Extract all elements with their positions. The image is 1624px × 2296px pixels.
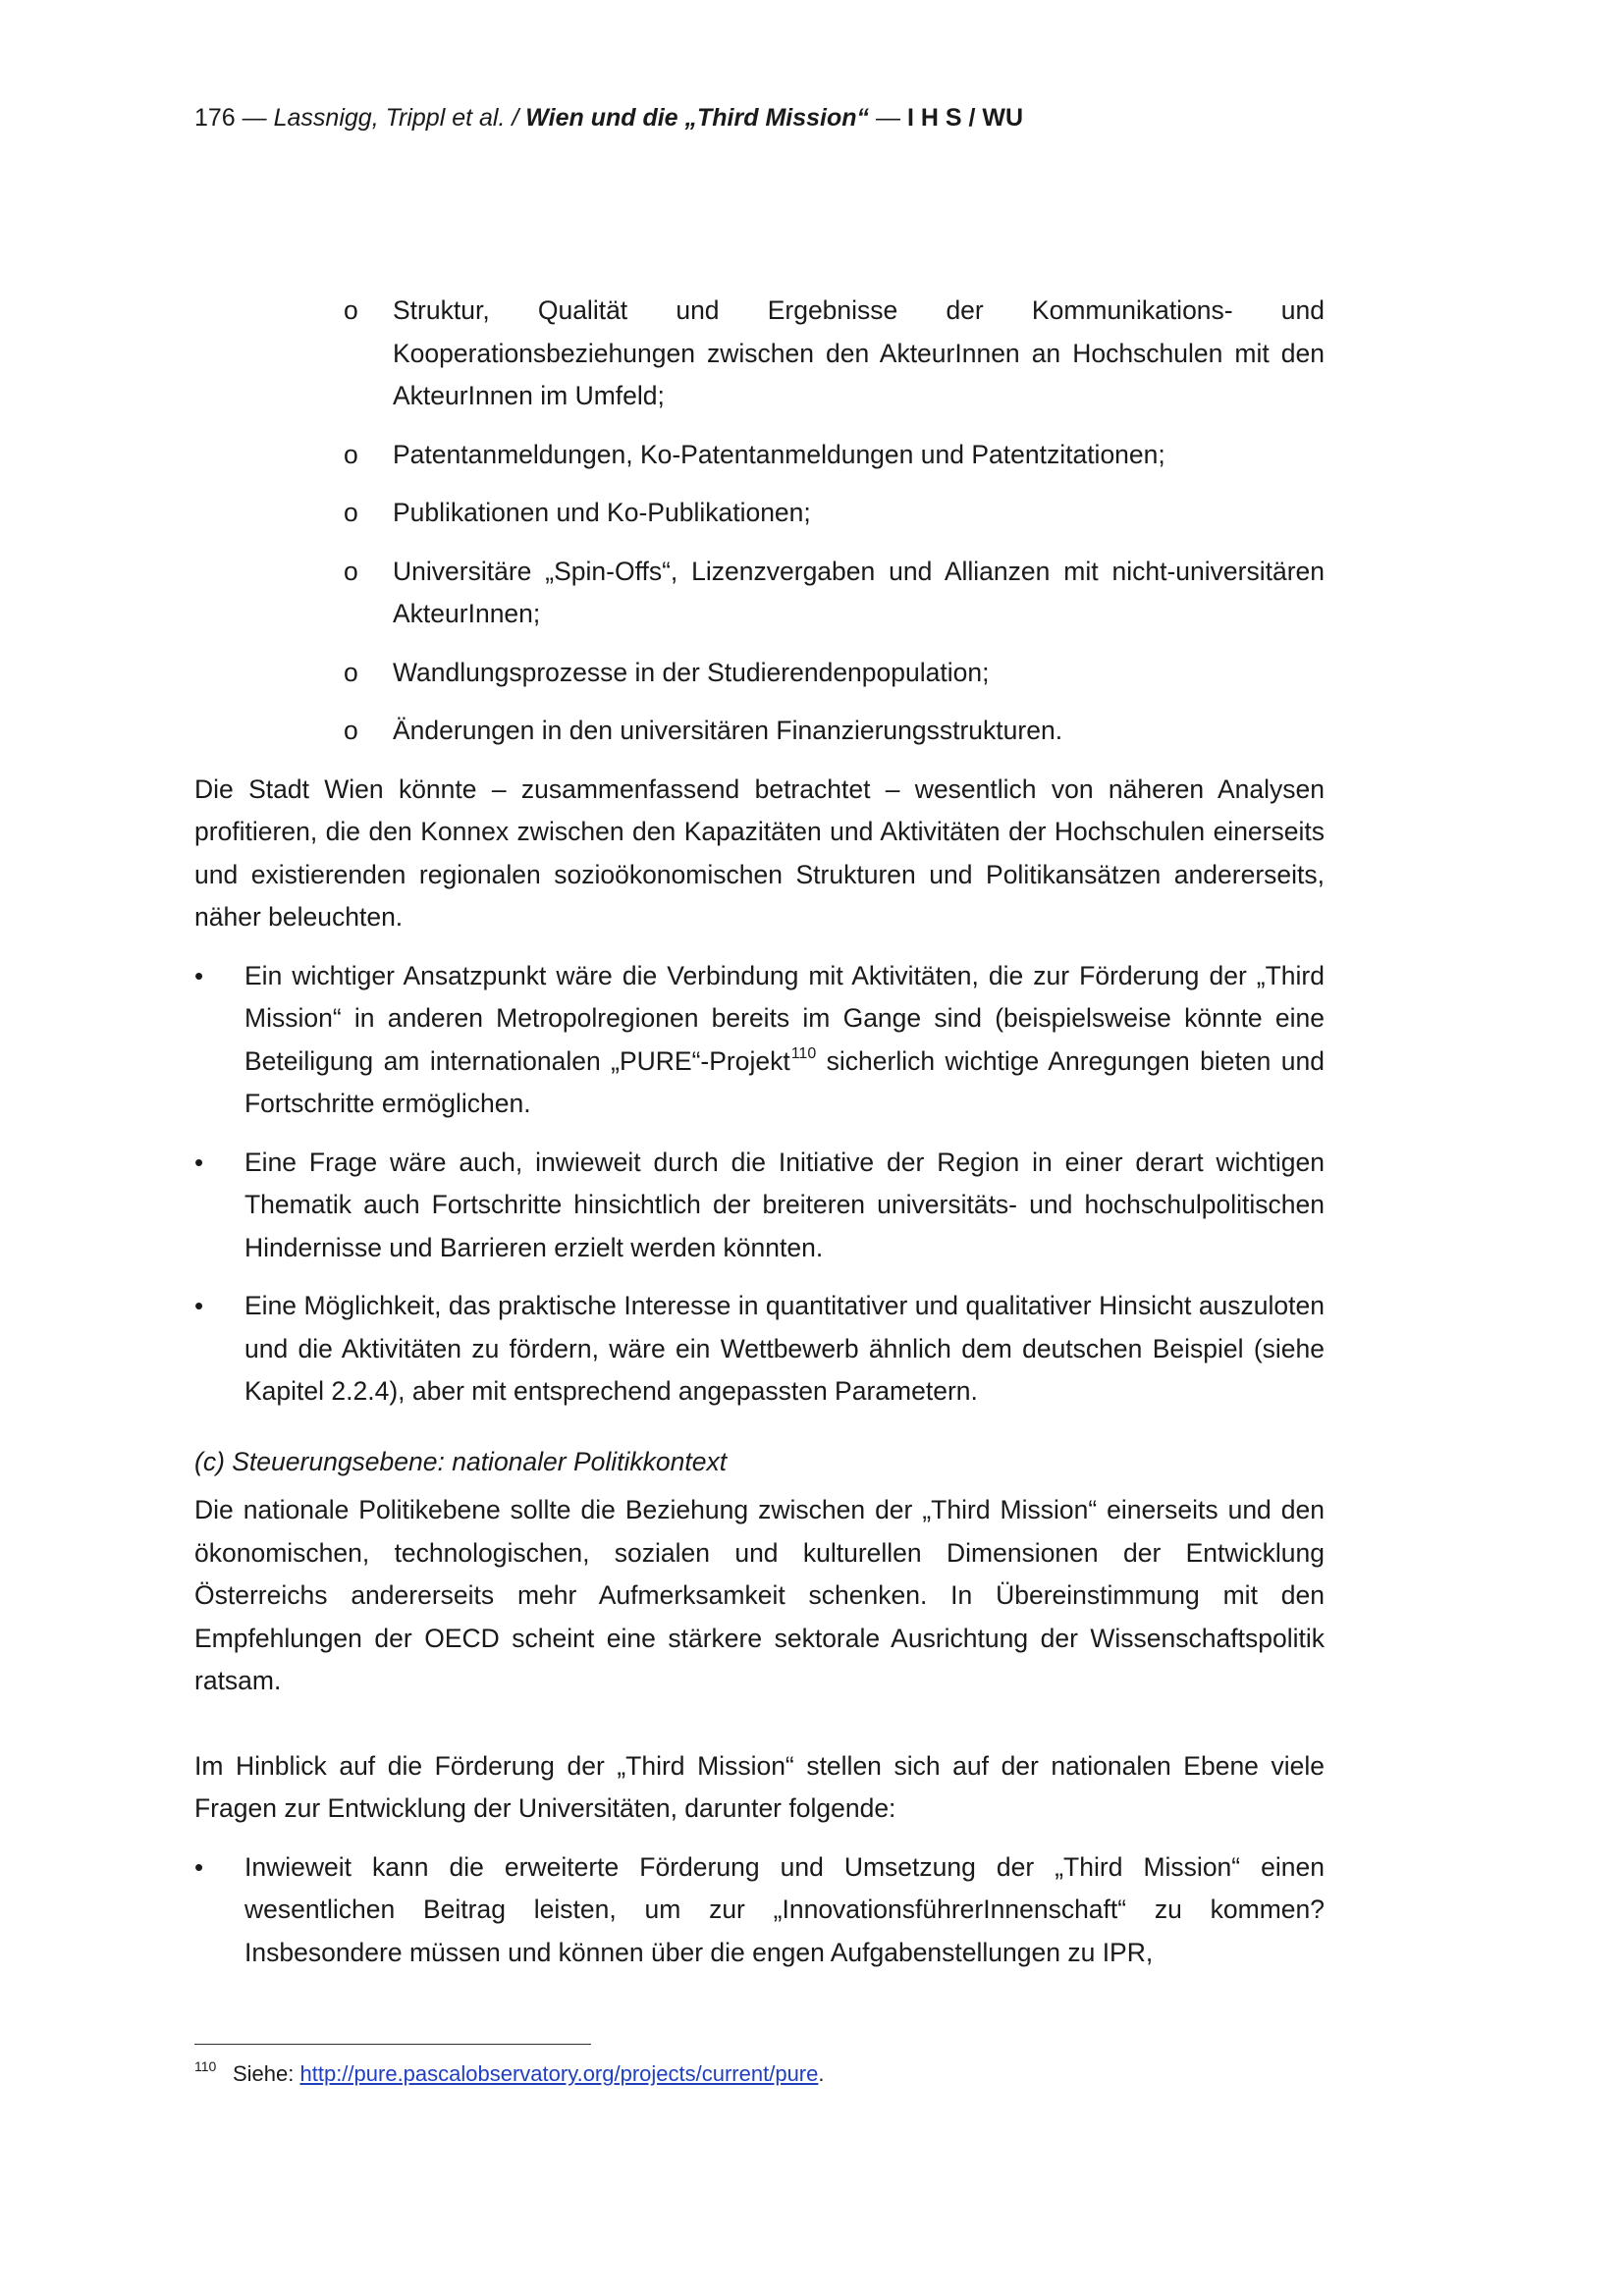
circle-bullet-icon: o — [344, 295, 358, 325]
bullet-item — [194, 1142, 1325, 1270]
paragraph-questions-intro: Im Hinblick auf die Förderung der „Third Mission“ stellen sich auf der nationalen Ebene viele Fragen zur Entwicklung der Universitäten, darunter folgende: — [194, 1750, 1325, 1823]
footnote-prefix: Siehe: — [233, 2061, 300, 2086]
bullet-icon: • — [194, 1291, 204, 1320]
circle-bullet-icon: o — [344, 556, 358, 586]
bullet-item-text: Eine Möglichkeit, das praktische Interesse in quantitativer und qualitativer Hinsicht auszuloten und die Aktivitäten zu fördern, wäre ein Wettbewerb ähnlich dem deutschen Beispiel (siehe Kapitel 2.2.4), aber mit entsprechend angepassten Parametern. — [244, 1291, 1325, 1406]
circle-bullet-icon: o — [344, 657, 358, 687]
sub-list-item — [194, 551, 1325, 636]
page-header — [194, 101, 1023, 134]
sub-list-item-text: Universitäre „Spin-Offs“, Lizenzvergaben und Allianzen mit nicht-universitären AkteurInnen; — [393, 556, 1325, 628]
footnote — [194, 2052, 825, 2089]
bullet-list-vienna — [194, 955, 1325, 1414]
header-authors: Lassnigg, Trippl et al. / — [273, 104, 519, 132]
circle-bullet-icon: o — [344, 498, 358, 527]
sub-list-item — [194, 492, 1325, 535]
footnote-reference[interactable]: 110 — [790, 1044, 817, 1062]
bullet-list-national — [194, 1846, 1325, 1975]
header-title: Wien und die „Third Mission“ — [525, 104, 870, 132]
sub-list-item-text: Publikationen und Ko-Publikationen; — [393, 498, 811, 527]
bullet-item-text-part2: sicherlich wichtige Anregungen bieten und Fortschritte ermöglichen. — [244, 1045, 1325, 1118]
circle-bullet-icon: o — [344, 439, 358, 469]
footnote-divider — [194, 2044, 591, 2045]
bullet-icon: • — [194, 960, 204, 990]
bullet-item-text-part1: Ein wichtiger Ansatzpunkt wäre die Verbindung mit Aktivitäten, die zur Förderung der „Third Mission“ in anderen Metropolregionen bereits im Gange sind (beispielsweise könnte eine Beteiligung am internationalen „PURE“-Projekt — [244, 960, 1325, 1076]
bullet-icon: • — [194, 1147, 204, 1177]
page-number: 176 — — [194, 104, 267, 132]
sub-list-item-text: Wandlungsprozesse in der Studierendenpopulation; — [393, 657, 990, 687]
paragraph-summary: Die Stadt Wien könnte – zusammenfassend betrachtet – wesentlich von näheren Analysen profitieren, die den Konnex zwischen den Kapazitäten und Aktivitäten der Hochschulen einerseits und existierenden regionalen sozioökonomischen Strukturen und Politikansätzen andererseits, näher beleuchten. — [194, 774, 1325, 932]
circle-bullet-icon: o — [344, 716, 358, 745]
header-dash: — — [875, 104, 900, 132]
bullet-item-text: Eine Frage wäre auch, inwieweit durch die Initiative der Region in einer derart wichtigen Thematik auch Fortschritte hinsichtlich der breiteren universitäts- und hochschulpolitischen Hindernisse und Barrieren erzielt werden könnten. — [244, 1147, 1325, 1262]
bullet-item — [194, 955, 1325, 1126]
footnote-suffix: . — [818, 2061, 825, 2086]
sub-list-item — [194, 434, 1325, 477]
paragraph-spacer — [194, 1703, 1325, 1745]
bullet-icon: • — [194, 1851, 204, 1882]
sub-list-item-text: Patentanmeldungen, Ko-Patentanmeldungen und Patentzitationen; — [393, 439, 1165, 469]
sub-list — [194, 290, 1325, 753]
bullet-item — [194, 1846, 1325, 1975]
sub-list-item — [194, 652, 1325, 695]
section-heading: (c) Steuerungsebene: nationaler Politikkontext — [194, 1446, 728, 1476]
bullet-item — [194, 1285, 1325, 1414]
footnote-link[interactable]: http://pure.pascalobservatory.org/projects/current/pure — [299, 2061, 819, 2086]
page-body — [194, 290, 1325, 1990]
footnote-number: 110 — [194, 2058, 217, 2074]
paragraph-national-policy: Die nationale Politikebene sollte die Beziehung zwischen der „Third Mission“ einerseits und den ökonomischen, technologischen, sozialen und kulturellen Dimensionen der Entwicklung Österreichs andererseits mehr Aufmerksamkeit schenken. In Übereinstimmung mit den Empfehlungen der OECD scheint eine stärkere sektorale Ausrichtung der Wissenschaftspolitik ratsam. — [194, 1495, 1325, 1695]
sub-list-item-text: Änderungen in den universitären Finanzierungsstrukturen. — [393, 716, 1063, 745]
sub-list-item-text: Struktur, Qualität und Ergebnisse der Kommunikations- und Kooperationsbeziehungen zwischen den AkteurInnen an Hochschulen mit den AkteurInnen im Umfeld; — [393, 295, 1325, 410]
bullet-item-text: Inwieweit kann die erweiterte Förderung und Umsetzung der „Third Mission“ einen wesentlichen Beitrag leisten, um zur „InnovationsführerInnenschaft“ zu kommen? Insbesondere müssen und können über die engen Aufgabenstellungen zu IPR, — [244, 1851, 1325, 1967]
sub-list-item — [194, 290, 1325, 418]
header-institutions: I H S / WU — [906, 104, 1023, 132]
sub-list-item — [194, 710, 1325, 753]
